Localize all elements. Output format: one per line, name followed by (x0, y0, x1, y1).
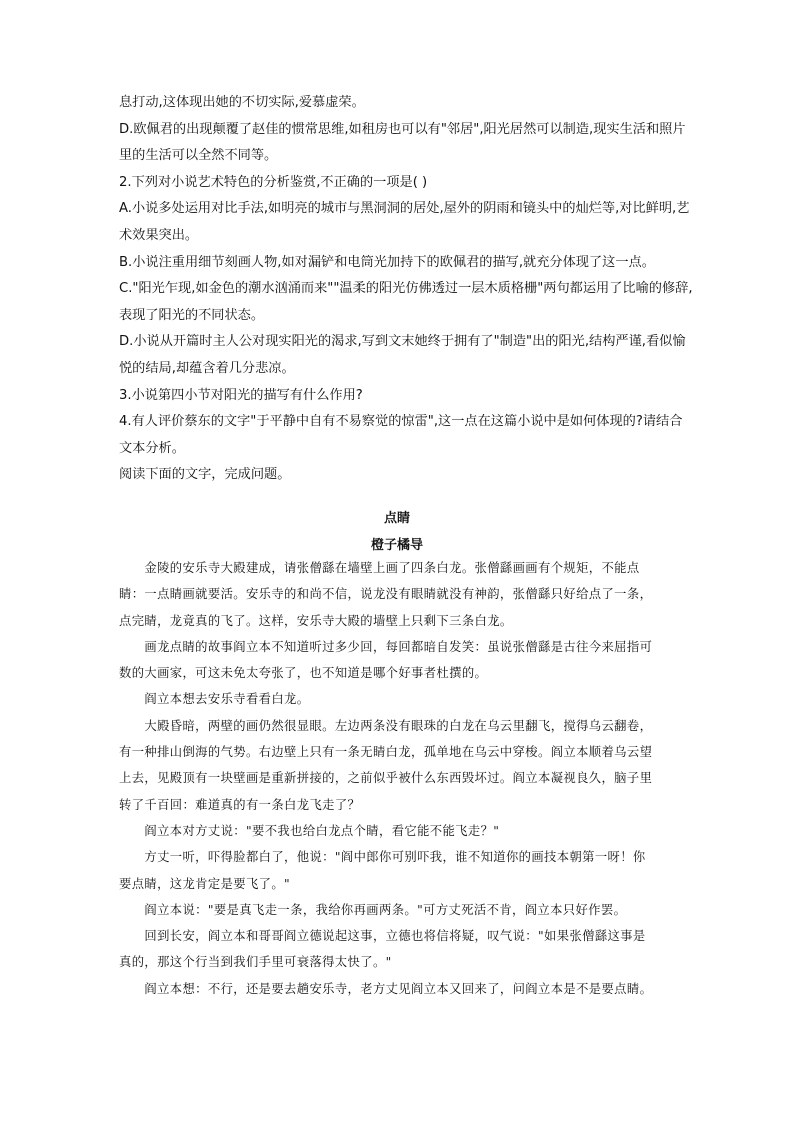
story-line: 点完睛，龙竟真的飞了。这样，安乐寺大殿的墙壁上只剩下三条白龙。 (119, 613, 513, 628)
story-line: 回到长安，阎立本和哥哥阎立德说起这事，立德也将信将疑，叹气说："如果张僧繇这事是 (119, 929, 646, 944)
story-author: 橙子橘导 (370, 538, 423, 553)
story-line: 画龙点睛的故事阎立本不知道听过多少回，每回都暗自发笑：虽说张僧繇是古往今来屈指可 (119, 639, 653, 654)
story-line: 大殿昏暗，两壁的画仍然很显眼。左边两条没有眼珠的白龙在乌云里翻飞，搅得乌云翻卷， (119, 718, 653, 733)
story-line: 阎立本说："要是真飞走一条，我给你再画两条。"可方丈死活不肯，阎立本只好作罢。 (119, 902, 627, 917)
question-line: 文本分析。 (119, 440, 185, 456)
question-line: C."阳光乍现,如金色的潮水汹涌而来""温柔的阳光仿佛透过一层木质格栅"两句都运用了比喻的修辞, (119, 281, 693, 297)
question-line: 3.小说第四小节对阳光的描写有什么作用? (119, 387, 363, 403)
question-line: D.小说从开篇时主人公对现实阳光的渴求,写到文末她终于拥有了"制造"出的阳光,结构严谨,看似愉 (119, 334, 686, 350)
story-line: 睛：一点睛画就要活。安乐寺的和尚不信，说龙没有眼睛就没有神韵，张僧繇只好给点了一条， (119, 587, 653, 602)
question-line: 息打动,这体现出她的不切实际,爱慕虚荣。 (119, 95, 365, 110)
story-line: 阎立本想去安乐寺看看白龙。 (119, 692, 310, 707)
question-line: 里的生活可以全然不同等。 (119, 148, 278, 164)
question-line: 阅读下面的文字，完成问题。 (119, 467, 291, 483)
question-line: 2.下列对小说艺术特色的分析鉴赏,不正确的一项是( ) (119, 174, 428, 190)
story-line: 金陵的安乐寺大殿建成，请张僧繇在墙壁上画了四条白龙。张僧繇画画有个规矩，不能点 (119, 561, 640, 575)
story-line: 阎立本想：不行，还是要去趟安乐寺，老方丈见阎立本又回来了，问阎立本是不是要点睛。 (119, 981, 653, 996)
story-line: 真的，那这个行当到我们手里可衰落得太快了。" (119, 955, 392, 970)
story-line: 数的大画家，可这未免太夸张了，也不知道是哪个好事者杜撰的。 (119, 666, 488, 681)
question-line: D.欧佩君的出现颠覆了赵佳的惯常思维,如租房也可以有"邻居",阳光居然可以制造,现实生活和照片 (119, 121, 686, 137)
question-line: B.小说注重用细节刻画人物,如对漏铲和电筒光加持下的欧佩君的描写,就充分体现了这一点。 (119, 254, 655, 270)
question-line: 表现了阳光的不同状态。 (119, 307, 265, 323)
story-title: 点睛 (383, 511, 410, 526)
story-line: 阎立本对方丈说："要不我也给白龙点个睛，看它能不能飞走？" (119, 823, 500, 838)
story-line: 方丈一听，吓得脸都白了，他说："阎中郎你可别吓我，谁不知道你的画技本朝第一呀！你 (119, 850, 646, 865)
story-line: 转了千百回：难道真的有一条白龙飞走了？ (119, 797, 361, 812)
question-line: A.小说多处运用对比手法,如明亮的城市与黑洞洞的居处,屋外的阴雨和镜头中的灿烂等,对比鲜明,艺 (119, 201, 690, 217)
question-line: 悦的结局,却蕴含着几分悲凉。 (119, 360, 295, 376)
story-line: 要点睛，这龙肯定是要飞了。" (119, 876, 291, 891)
question-section (119, 90, 693, 489)
story-line: 有一种排山倒海的气势。右边壁上只有一条无睛白龙，孤单地在乌云中穿梭。阎立本顺着乌云望 (119, 745, 653, 760)
question-line: 术效果突出。 (119, 227, 199, 243)
story-line: 上去，见殿顶有一块壁画是重新拼接的，之前似乎被什么东西毁坏过。阎立本凝视良久，脑子里 (119, 771, 653, 786)
story-body (119, 555, 679, 1002)
question-line: 4.有人评价蔡东的文字"于平静中自有不易察觉的惊雷",这一点在这篇小说中是如何体现的?请结合 (119, 414, 683, 430)
